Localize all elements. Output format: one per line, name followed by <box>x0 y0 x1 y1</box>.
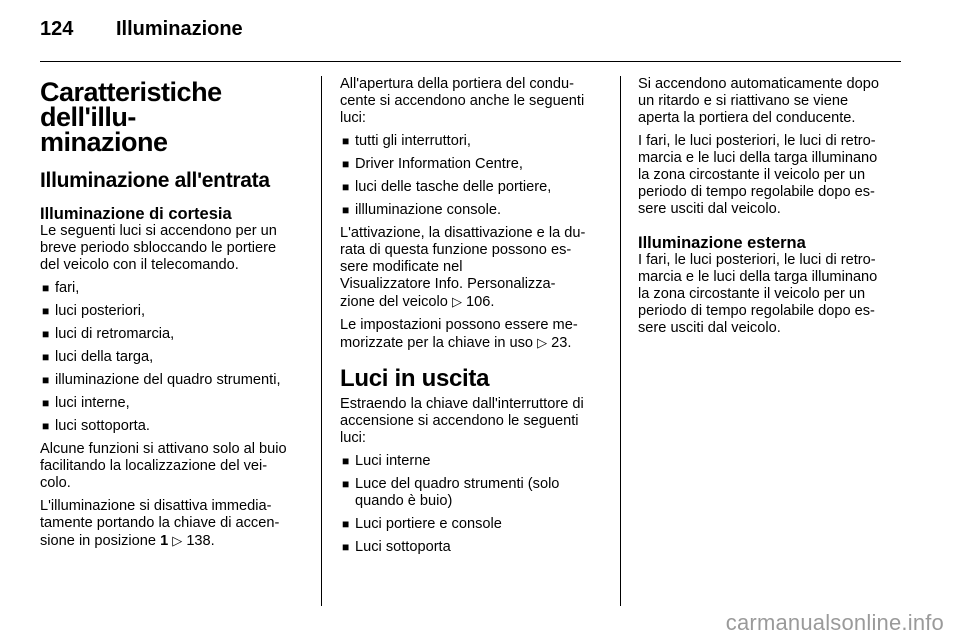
column-3 <box>638 76 901 343</box>
list-item: ■ Luce del quadro strumenti (solo quando è buio) <box>340 476 603 510</box>
column-2 <box>340 76 603 562</box>
paragraph: Estraendo la chiave dall'interruttore di accensione si accendono le seguenti luci: <box>340 396 584 446</box>
subsection-title-courtesy: Illuminazione di cortesia <box>40 205 232 223</box>
paragraph: L'attivazione, la disattivazione e la du- rata di questa funzione possono es- sere modificate nel Visualizzatore Info. Personalizza- zione del veicolo ▷ 106. <box>340 225 586 310</box>
list-item: ■ fari, <box>40 280 303 297</box>
column-1 <box>40 76 303 556</box>
paragraph: I fari, le luci posteriori, le luci di retro- marcia e le luci della targa illuminano la zona circostante il veicolo per un periodo di tempo regolabile dopo es- sere usciti dal veicolo. <box>638 133 878 217</box>
paragraph: Alcune funzioni si attivano solo al buio facilitando la localizzazione del vei- colo. <box>40 441 287 491</box>
watermark: carmanualsonline.info <box>725 610 944 635</box>
list-item: ■ illuminazione del quadro strumenti, <box>40 372 303 389</box>
list-item: ■ Driver Information Centre, <box>340 156 603 173</box>
chapter-title: Illuminazione <box>116 18 243 40</box>
paragraph: L'illuminazione si disattiva immedia- tamente portando la chiave di accen- sione in posizione 1 ▷ 138. <box>40 498 280 549</box>
list-item: ■ luci della targa, <box>40 349 303 366</box>
list-item: ■ Luci interne <box>340 453 603 470</box>
paragraph: I fari, le luci posteriori, le luci di retro- marcia e le luci della targa illuminano la zona circostante il veicolo per un periodo di tempo regolabile dopo es- sere usciti dal veicolo. <box>638 252 878 336</box>
list-item: ■ illluminazione console. <box>340 202 603 219</box>
header-rule <box>40 61 901 62</box>
section-title-exit: Luci in uscita <box>340 365 490 392</box>
page-reference-icon[interactable]: ▷ <box>537 335 548 350</box>
paragraph: All'apertura della portiera del condu- cente si accendono anche le seguenti luci: <box>340 76 585 126</box>
list-item: ■ luci sottoporta. <box>40 418 303 435</box>
list-item: ■ luci di retromarcia, <box>40 326 303 343</box>
list-item: ■ luci posteriori, <box>40 303 303 320</box>
paragraph: Si accendono automaticamente dopo un ritardo e si riattivano se viene aperta la portiera del conducente. <box>638 76 879 126</box>
list-item: ■ luci delle tasche delle portiere, <box>340 179 603 196</box>
lights-list <box>40 280 303 435</box>
column-divider-2 <box>620 76 621 606</box>
list-item: ■ tutti gli interruttori, <box>340 133 603 150</box>
list-item: ■ luci interne, <box>40 395 303 412</box>
exit-lights-list <box>340 453 603 556</box>
subsection-title-exterior: Illuminazione esterna <box>638 234 806 252</box>
paragraph: Le impostazioni possono essere me- morizzate per la chiave in uso ▷ 23. <box>340 317 578 351</box>
paragraph: Le seguenti luci si accendono per un breve periodo sbloccando le portiere del veicolo con il telecomando. <box>40 223 277 273</box>
page-reference-icon[interactable]: ▷ <box>172 533 183 548</box>
list-item: ■ Luci sottoporta <box>340 539 603 556</box>
section-title-entrance: Illuminazione all'entrata <box>40 169 270 192</box>
list-item: ■ Luci portiere e console <box>340 516 603 533</box>
page-number: 124 <box>40 18 74 40</box>
main-title: Caratteristiche dell'illu- minazione <box>40 77 222 157</box>
door-lights-list <box>340 133 603 219</box>
page-reference-icon[interactable]: ▷ <box>451 294 462 309</box>
column-divider-1 <box>321 76 322 606</box>
